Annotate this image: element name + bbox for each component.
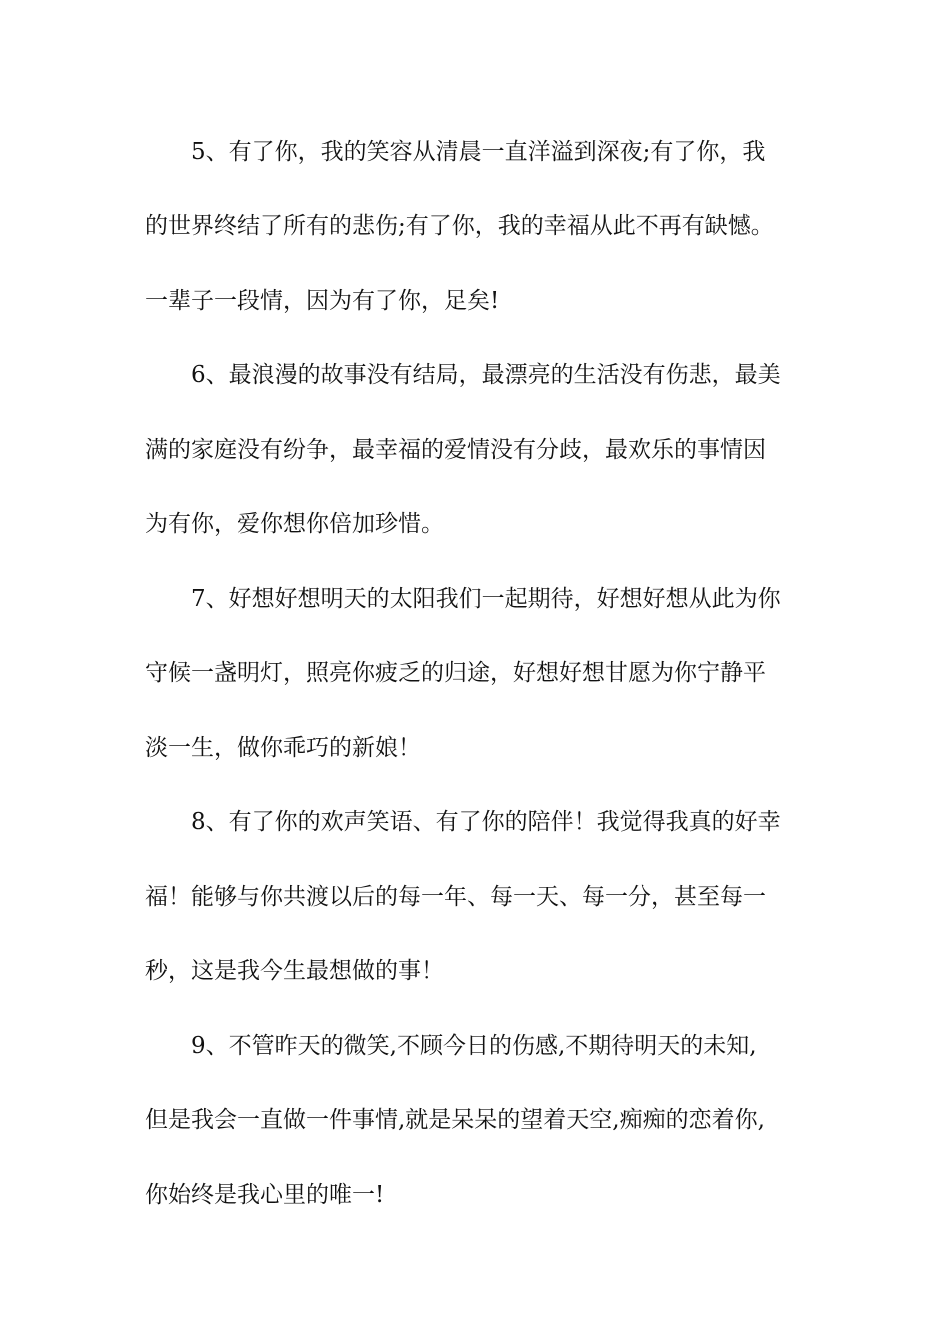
paragraph-8-line-2: 福！能够与你共渡以后的每一年、每一天、每一分，甚至每一 bbox=[145, 884, 766, 910]
paragraph-6-line-2: 满的家庭没有纷争，最幸福的爱情没有分歧，最欢乐的事情因 bbox=[145, 437, 766, 463]
paragraph-5-line-3: 一辈子一段情，因为有了你，足矣! bbox=[145, 288, 500, 314]
paragraph-8-line-3: 秒，这是我今生最想做的事！ bbox=[145, 958, 444, 984]
paragraph-6-line-1: 6、最浪漫的故事没有结局，最漂亮的生活没有伤悲，最美 bbox=[191, 362, 781, 388]
paragraph-7-line-3: 淡一生，做你乖巧的新娘！ bbox=[145, 735, 421, 761]
paragraph-5-line-2: 的世界终结了所有的悲伤;有了你，我的幸福从此不再有缺憾。 bbox=[145, 213, 774, 239]
paragraph-5-line-1: 5、有了你，我的笑容从清晨一直洋溢到深夜;有了你，我 bbox=[191, 139, 766, 165]
paragraph-9-line-1: 9、不管昨天的微笑,不顾今日的伤感,不期待明天的未知, bbox=[191, 1033, 757, 1059]
paragraph-8-line-1: 8、有了你的欢声笑语、有了你的陪伴！我觉得我真的好幸 bbox=[191, 809, 781, 835]
paragraph-6-line-3: 为有你，爱你想你倍加珍惜。 bbox=[145, 511, 444, 537]
paragraph-7-line-2: 守候一盏明灯，照亮你疲乏的归途，好想好想甘愿为你宁静平 bbox=[145, 660, 766, 686]
paragraph-9-line-3: 你始终是我心里的唯一! bbox=[145, 1182, 385, 1208]
paragraph-9-line-2: 但是我会一直做一件事情,就是呆呆的望着天空,痴痴的恋着你, bbox=[145, 1107, 765, 1133]
paragraph-7-line-1: 7、好想好想明天的太阳我们一起期待，好想好想从此为你 bbox=[191, 586, 781, 612]
